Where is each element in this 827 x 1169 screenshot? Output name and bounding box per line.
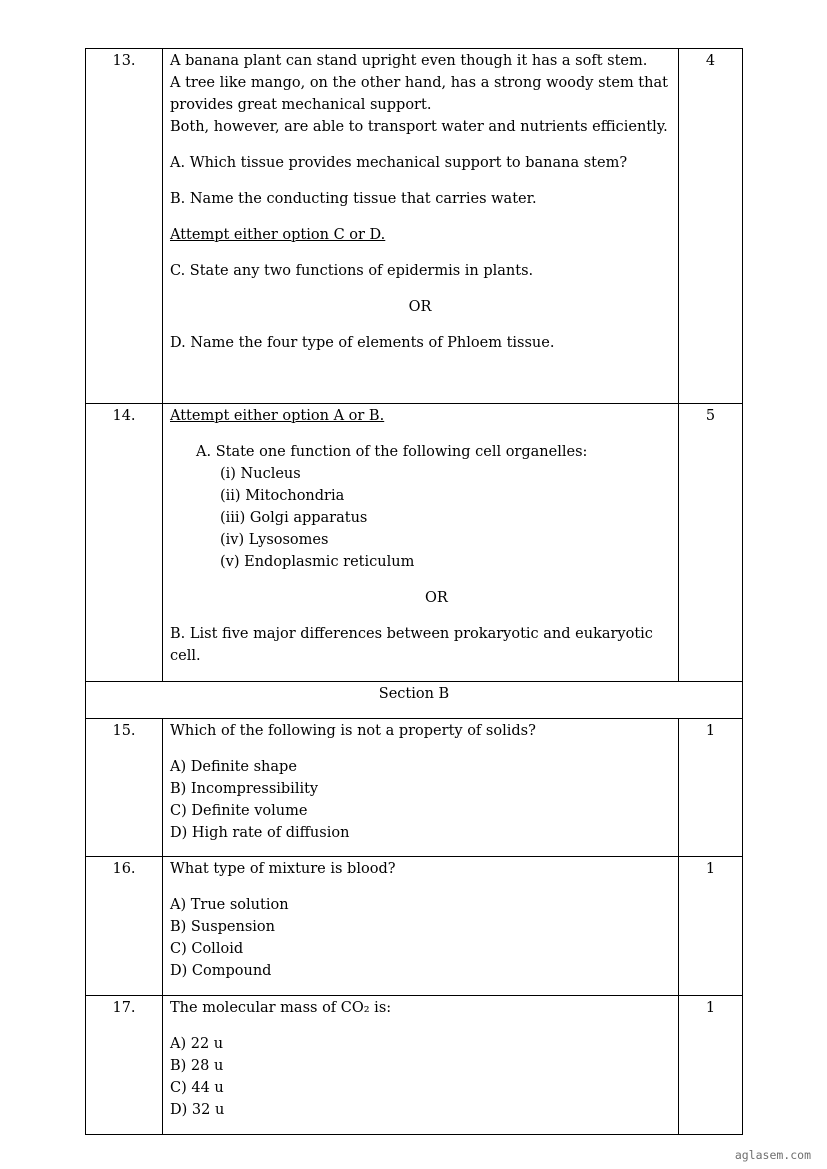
section-row <box>86 682 743 719</box>
organelle-item: (i) Nucleus <box>220 466 301 482</box>
organelle-item: (iv) Lysosomes <box>220 532 329 548</box>
organelle-item: (iii) Golgi apparatus <box>220 510 368 526</box>
watermark: aglasem.com <box>734 1148 811 1162</box>
question-text: provides great mechanical support. <box>170 97 432 113</box>
sub-question-b: B. Name the conducting tissue that carries water. <box>170 191 537 207</box>
question-marks: 1 <box>679 719 743 857</box>
question-text: A tree like mango, on the other hand, has a strong woody stem that <box>170 75 668 91</box>
answer-option: C) 44 u <box>170 1080 224 1096</box>
answer-option: D) 32 u <box>170 1102 225 1118</box>
question-body <box>163 996 679 1135</box>
question-number: 17. <box>86 996 163 1135</box>
or-separator: OR <box>425 590 448 606</box>
sub-question-b: cell. <box>170 648 201 664</box>
question-number: 14. <box>86 404 163 682</box>
organelle-item: (v) Endoplasmic reticulum <box>220 554 415 570</box>
question-marks: 5 <box>679 404 743 682</box>
question-row-15 <box>86 719 743 857</box>
sub-question-d: D. Name the four type of elements of Phloem tissue. <box>170 335 555 351</box>
question-text: Which of the following is not a property of solids? <box>170 723 536 739</box>
question-row-17 <box>86 996 743 1135</box>
question-text: Both, however, are able to transport water and nutrients efficiently. <box>170 119 668 135</box>
sub-question-b: B. List five major differences between prokaryotic and eukaryotic <box>170 626 653 642</box>
answer-option: A) 22 u <box>170 1036 224 1052</box>
choice-instruction: Attempt either option A or B. <box>170 408 385 424</box>
question-row-16 <box>86 857 743 996</box>
answer-option: A) True solution <box>170 897 289 913</box>
question-row-14 <box>86 404 743 682</box>
sub-question-a: A. Which tissue provides mechanical support to banana stem? <box>170 155 628 171</box>
question-number: 16. <box>86 857 163 996</box>
answer-option: B) Suspension <box>170 919 275 935</box>
question-row-13 <box>86 49 743 404</box>
answer-option: A) Definite shape <box>170 759 297 775</box>
answer-option: B) Incompressibility <box>170 781 319 797</box>
question-table <box>85 48 743 1135</box>
question-marks: 1 <box>679 857 743 996</box>
answer-option: D) High rate of diffusion <box>170 825 350 841</box>
organelle-item: (ii) Mitochondria <box>220 488 345 504</box>
answer-option: C) Definite volume <box>170 803 308 819</box>
question-marks: 1 <box>679 996 743 1135</box>
question-body <box>163 719 679 857</box>
answer-option: B) 28 u <box>170 1058 224 1074</box>
answer-option: C) Colloid <box>170 941 244 957</box>
question-body <box>163 857 679 996</box>
section-heading: Section B <box>86 682 743 719</box>
question-number: 13. <box>86 49 163 404</box>
sub-question-c: C. State any two functions of epidermis in plants. <box>170 263 534 279</box>
question-text: The molecular mass of CO₂ is: <box>170 1000 392 1016</box>
choice-instruction: Attempt either option C or D. <box>170 227 386 243</box>
question-marks: 4 <box>679 49 743 404</box>
question-text: A banana plant can stand upright even though it has a soft stem. <box>170 53 648 69</box>
or-separator: OR <box>408 299 432 315</box>
question-body <box>163 49 679 404</box>
question-number: 15. <box>86 719 163 857</box>
answer-option: D) Compound <box>170 963 272 979</box>
option-a-block <box>170 441 670 573</box>
question-text: What type of mixture is blood? <box>170 861 396 877</box>
sub-question-a: A. State one function of the following cell organelles: <box>196 444 588 460</box>
question-body <box>163 404 679 682</box>
